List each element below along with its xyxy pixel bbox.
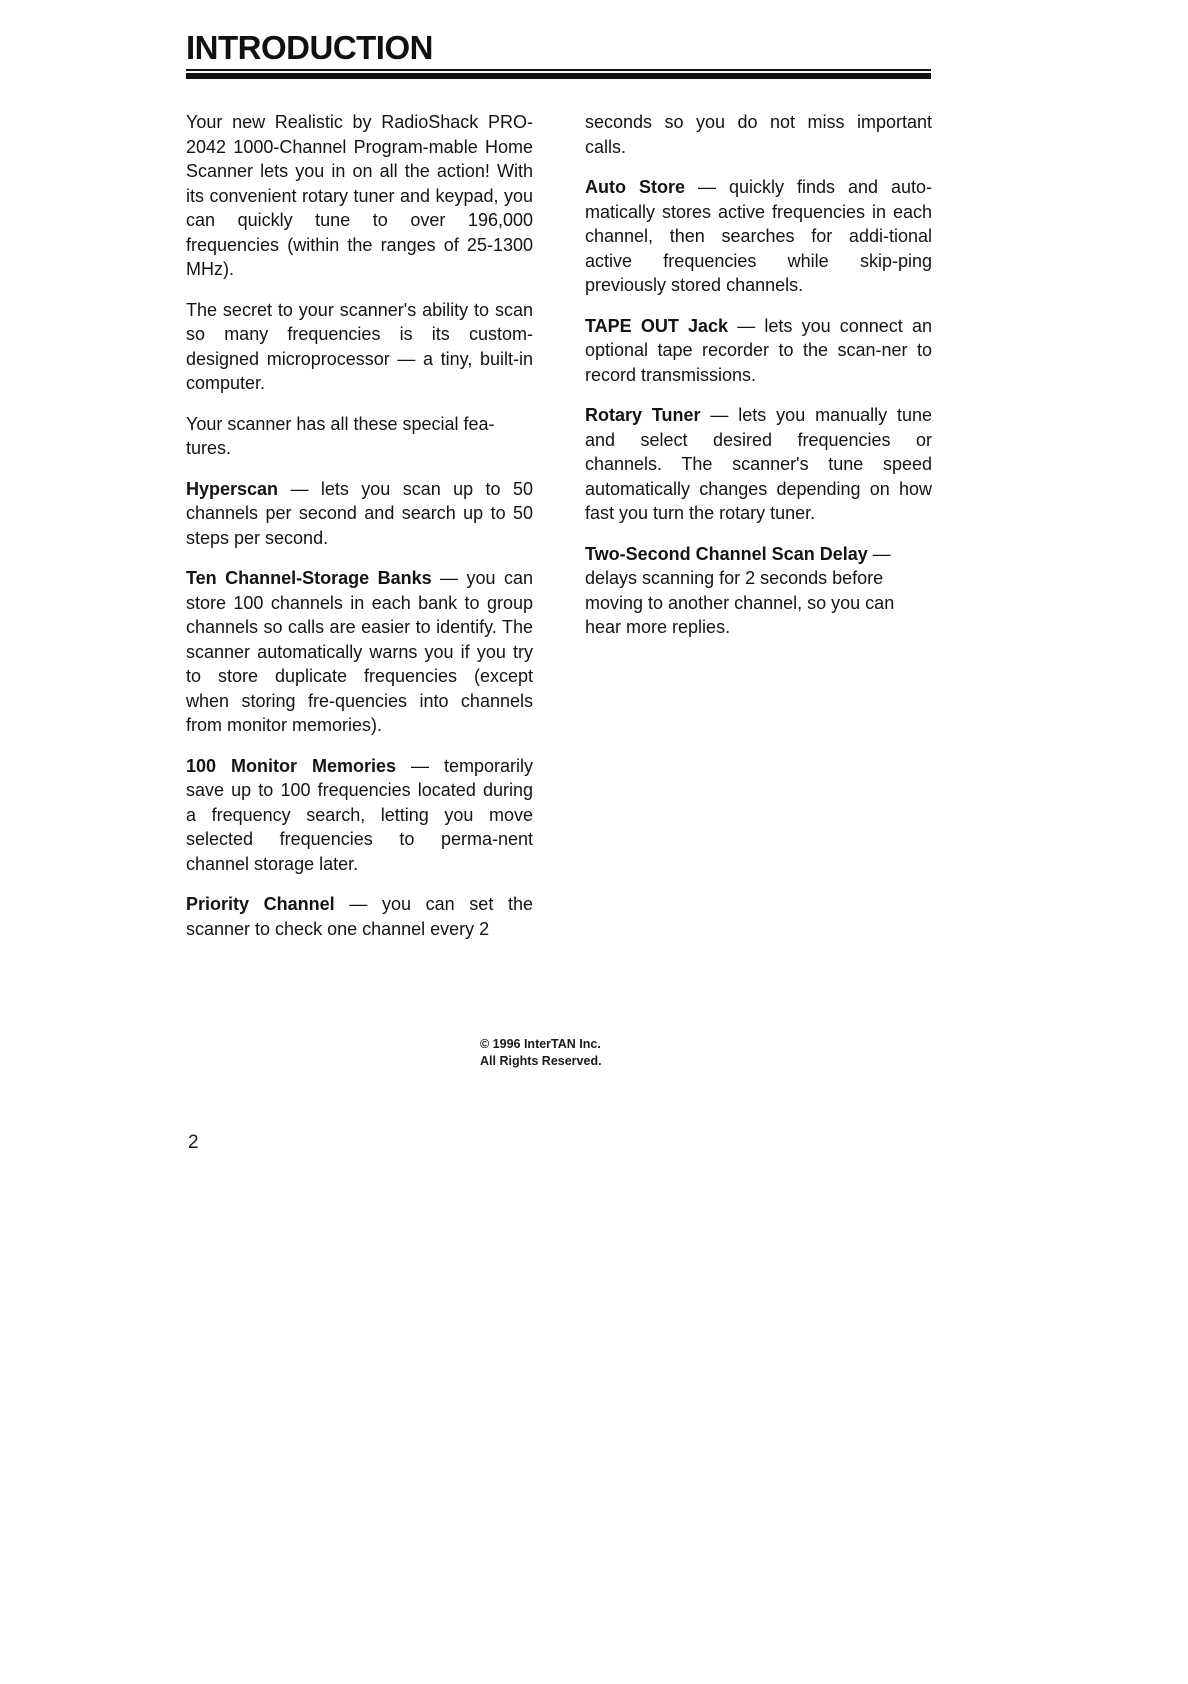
features-intro-paragraph: Your scanner has all these special fea-tures. <box>186 413 495 458</box>
feature-term: Hyperscan <box>186 478 279 499</box>
title-rule-thin <box>186 69 931 71</box>
feature-channel-storage-banks <box>186 566 533 738</box>
feature-description: — you can store 100 channels in each bank to group channels so calls are easier to identify. The scanner automatically warns you if you try to store duplicate frequencies (except when storing fre-quencies into channels from monitor memories). <box>186 568 533 735</box>
feature-term: Rotary Tuner <box>585 405 701 425</box>
feature-description: — delays scanning for 2 seconds before moving to another channel, so you can hear more replies. <box>585 543 895 637</box>
feature-description: — lets you manually tune and select desired frequencies or channels. The scanner's tune speed automatically changes depending on how fast you turn the rotary tuner. <box>585 405 933 523</box>
feature-description: — temporarily save up to 100 frequencies located during a frequency search, letting you move selected frequencies to perma-nent channel storage later. <box>186 755 534 874</box>
feature-term: Two-Second Channel Scan Delay <box>585 543 868 564</box>
feature-term: TAPE OUT Jack <box>585 315 729 336</box>
feature-description: — quickly finds and auto-matically stores active frequencies in each channel, then searches for addi-tional active frequencies while skip-ping previously stored channels. <box>585 177 932 295</box>
feature-hyperscan <box>186 477 533 551</box>
feature-term: Priority Channel <box>186 894 335 914</box>
right-column <box>585 110 932 656</box>
title-rule-thick <box>186 73 931 79</box>
feature-description: — you can set the scanner to check one channel every 2 <box>186 894 533 939</box>
feature-priority-channel <box>186 892 533 941</box>
copyright-notice <box>480 1036 602 1070</box>
feature-auto-store <box>585 175 932 298</box>
feature-term: Auto Store <box>585 177 685 197</box>
feature-tape-out-jack <box>585 314 932 388</box>
feature-monitor-memories <box>186 754 533 877</box>
priority-channel-continuation: seconds so you do not miss important calls. <box>585 112 932 157</box>
intro-paragraph: Your new Realistic by RadioShack PRO-2042 1000-Channel Program-mable Home Scanner lets you in on all the action! With its convenient rotary tuner and keypad, you can quickly tune to over 196,000 frequencies (within the ranges of 25-1300 MHz). <box>186 112 533 279</box>
feature-rotary-tuner <box>585 403 932 526</box>
secret-paragraph: The secret to your scanner's ability to scan so many frequencies is its custom-designed microprocessor — a tiny, built-in computer. <box>186 299 533 393</box>
page-number: 2 <box>188 1132 199 1153</box>
feature-two-second-scan-delay <box>585 542 932 640</box>
feature-description: — lets you scan up to 50 channels per second and search up to 50 steps per second. <box>186 478 533 548</box>
copyright-line: © 1996 InterTAN Inc. <box>480 1037 601 1051</box>
left-column <box>186 110 533 957</box>
feature-term: 100 Monitor Memories <box>186 755 397 776</box>
feature-term: Ten Channel-Storage Banks <box>186 568 432 588</box>
feature-description: — lets you connect an optional tape recorder to the scan-ner to record transmissions. <box>585 315 932 385</box>
rights-reserved-line: All Rights Reserved. <box>480 1054 602 1068</box>
page-title: INTRODUCTION <box>186 29 433 66</box>
